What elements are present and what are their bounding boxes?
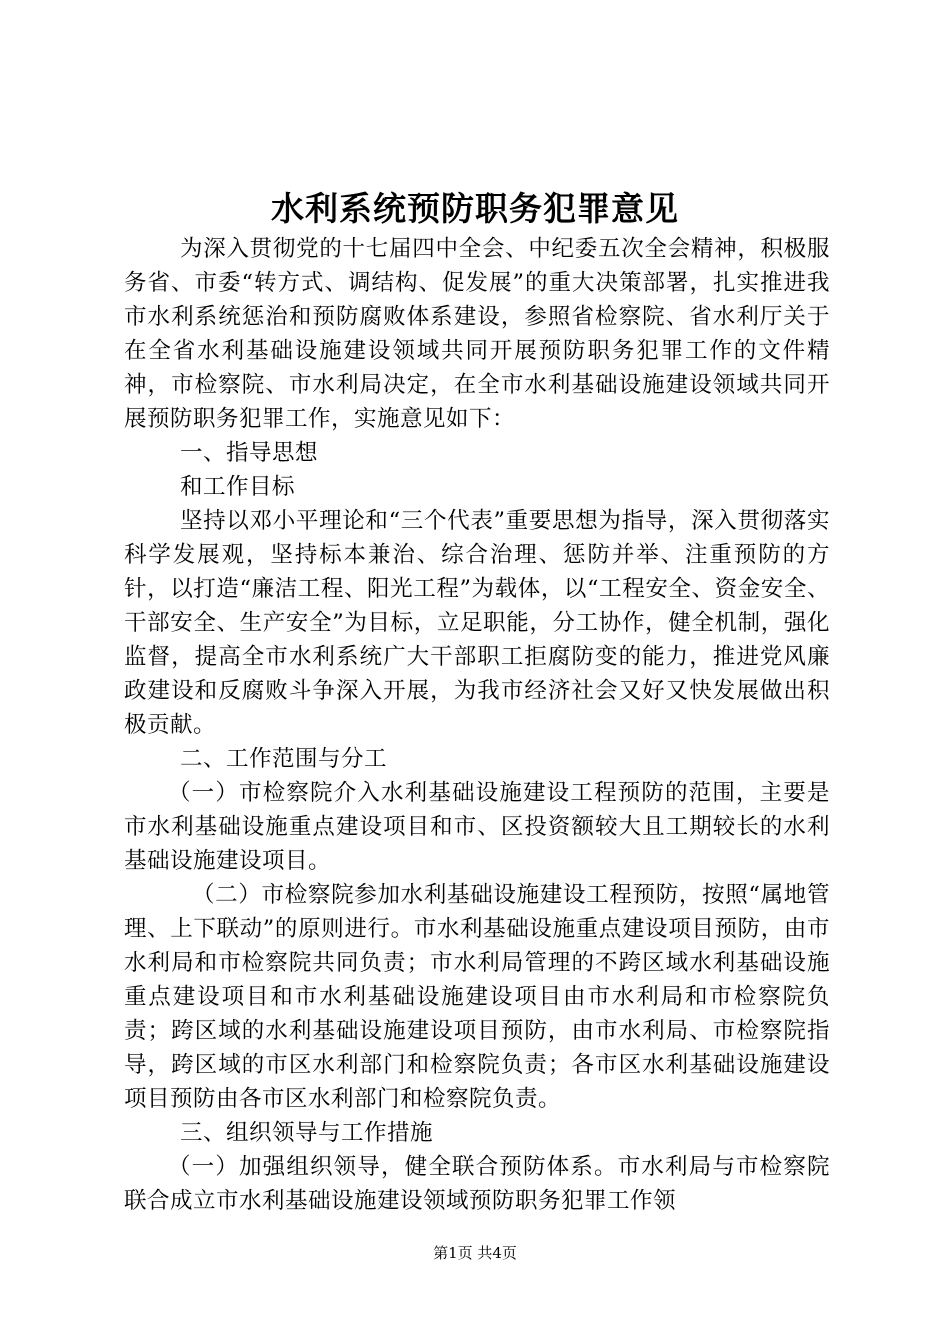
section-heading-1-continued: 和工作目标 <box>180 474 296 500</box>
page-indicator: 第1页 共4页 <box>433 1244 517 1262</box>
paragraph-scope-1: （一）市检察院介入水利基础设施建设工程预防的范围，主要是市水利基础设施重点建设项目和市、区投资额较大且工期较长的水利基础设施建设项目。 <box>124 780 830 874</box>
section-heading-3: 三、组织领导与工作措施 <box>180 1120 434 1146</box>
document-title: 水利系统预防职务犯罪意见 <box>271 189 679 228</box>
paragraph-scope-2: （二）市检察院参加水利基础设施建设工程预防，按照“属地管理、上下联动”的原则进行。市水利基础设施重点建设项目预防，由市水利局和市检察院共同负责；市水利局管理的不跨区域水利基础设施重点建设项目和市水利基础设施建设项目由市水利局和市检察院负责；跨区域的水利基础设施建设项目预防，由市水利局、市检察院指导，跨区域的市区水利部门和检察院负责；各市区水利基础设施建设项目预防由各市区水利部门和检察院负责。 <box>124 882 830 1112</box>
paragraph-guiding-principle: 坚持以邓小平理论和“三个代表”重要思想为指导，深入贯彻落实科学发展观，坚持标本兼治、综合治理、惩防并举、注重预防的方针，以打造“廉洁工程、阳光工程”为载体，以“工程安全、资金安全、干部安全、生产安全”为目标，立足职能，分工协作，健全机制，强化监督，提高全市水利系统广大干部职工拒腐防变的能力，推进党风廉政建设和反腐败斗争深入开展，为我市经济社会又好又快发展做出积极贡献。 <box>124 508 830 738</box>
paragraph-measures-1: （一）加强组织领导，健全联合预防体系。市水利局与市检察院联合成立市水利基础设施建设领域预防职务犯罪工作领 <box>124 1154 830 1214</box>
document-body <box>124 232 830 1218</box>
section-heading-1: 一、指导思想 <box>180 440 319 466</box>
paragraph-intro: 为深入贯彻党的十七届四中全会、中纪委五次全会精神，积极服务省、市委“转方式、调结构、促发展”的重大决策部署，扎实推进我市水利系统惩治和预防腐败体系建设，参照省检察院、省水利厅关于在全省水利基础设施建设领域共同开展预防职务犯罪工作的文件精神，市检察院、市水利局决定，在全市水利基础设施建设领域共同开展预防职务犯罪工作，实施意见如下： <box>124 236 830 432</box>
section-heading-2: 二、工作范围与分工 <box>180 746 388 772</box>
